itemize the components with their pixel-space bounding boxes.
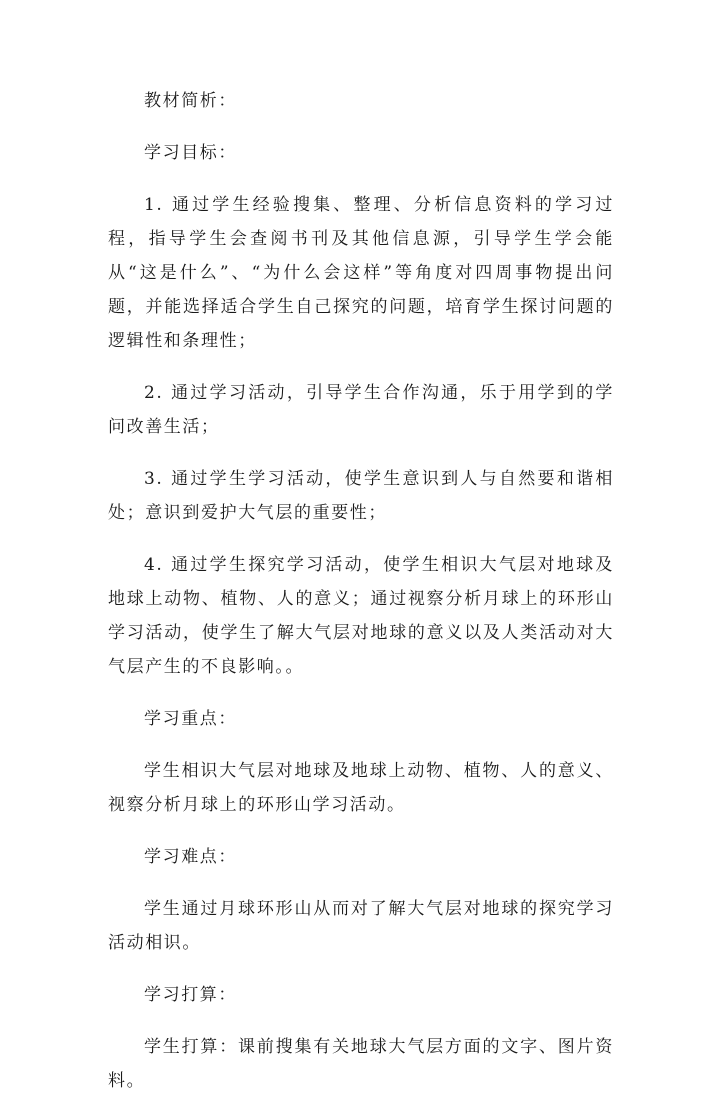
document-body <box>108 84 614 1116</box>
textbook-analysis-heading: 教材简析： <box>144 91 237 111</box>
goal-1-paragraph: 1. 通过学生经验搜集、整理、分析信息资料的学习过程，指导学生会查阅书刊及其他信息源，引导学生学会能从“这是什么”、“为什么会这样”等角度对四周事物提出问题，并能选择适合学生自己探究的问题，培育学生探讨问题的逻辑性和条理性； <box>108 195 614 351</box>
goal-3-paragraph: 3. 通过学生学习活动，使学生意识到人与自然要和谐相处；意识到爱护大气层的重要性； <box>108 469 614 523</box>
goal-2-paragraph: 2. 通过学习活动，引导学生合作沟通，乐于用学到的学问改善生活； <box>108 383 614 437</box>
goal-4-paragraph: 4. 通过学生探究学习活动，使学生相识大气层对地球及地球上动物、植物、人的意义；通过视察分析月球上的环形山学习活动，使学生了解大气层对地球的意义以及人类活动对大气层产生的不良影响。。 <box>108 555 614 677</box>
plan-heading: 学习打算： <box>144 985 237 1005</box>
learning-goals-heading: 学习目标： <box>144 143 237 163</box>
key-points-heading: 学习重点： <box>144 709 237 729</box>
plan-paragraph: 学生打算：课前搜集有关地球大气层方面的文字、图片资料。 <box>108 1037 614 1091</box>
key-points-paragraph: 学生相识大气层对地球及地球上动物、植物、人的意义、视察分析月球上的环形山学习活动。 <box>108 761 614 815</box>
difficulties-paragraph: 学生通过月球环形山从而对了解大气层对地球的探究学习活动相识。 <box>108 899 614 953</box>
difficulties-heading: 学习难点： <box>144 847 237 867</box>
